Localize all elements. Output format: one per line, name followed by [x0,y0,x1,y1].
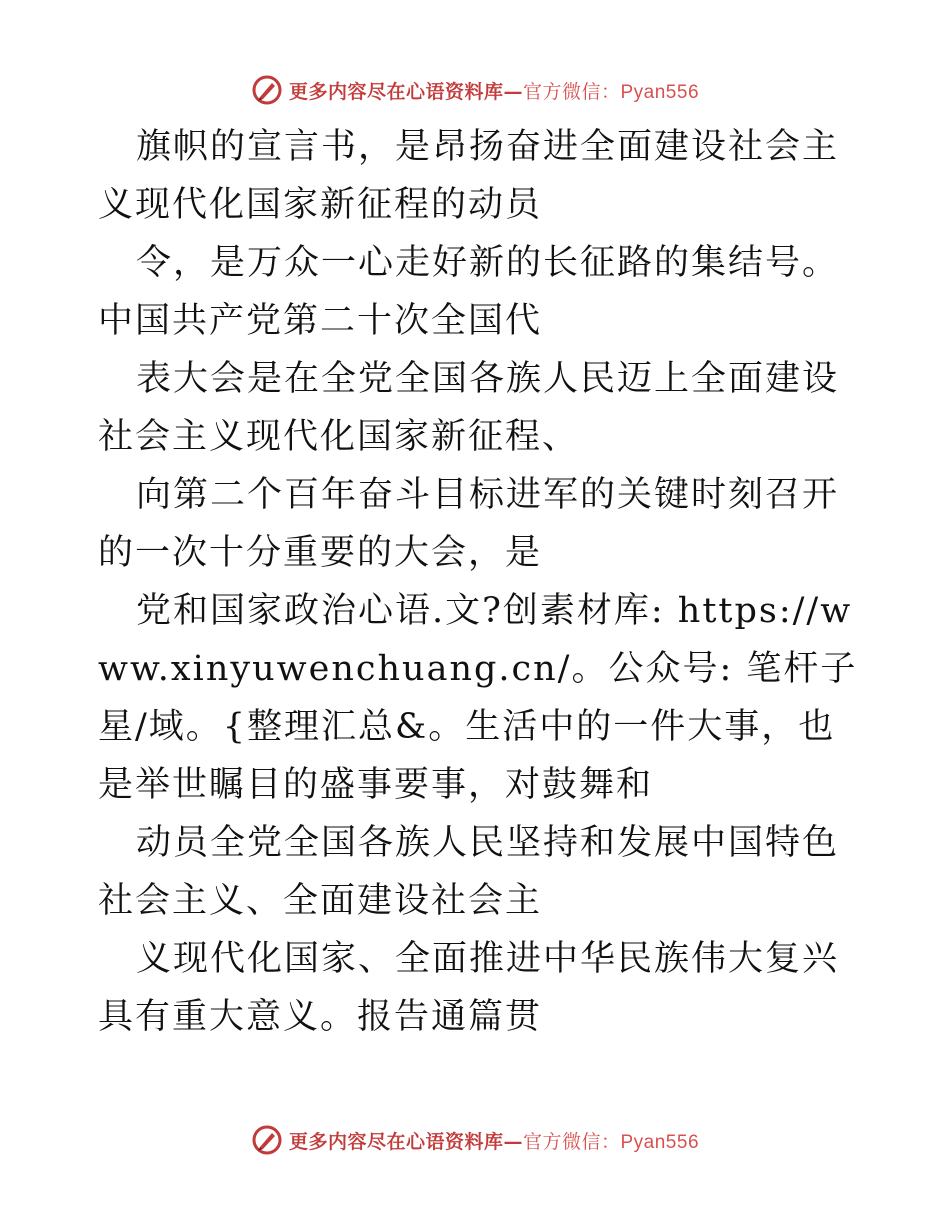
paragraph-3: 表大会是在全党全国各族人民迈上全面建设社会主义现代化国家新征程、 [98,359,840,457]
banner-wechat: 官方微信：Pyan556 [523,81,700,103]
paragraph-1: 旗帜的宣言书，是昂扬奋进全面建设社会主义现代化国家新征程的动员 [98,127,840,225]
banner-text [289,1127,699,1154]
paragraph-7: 义现代化国家、全面推进中华民族伟大复兴具有重大意义。报告通篇贯 [98,939,840,1037]
banner-text [289,77,699,104]
paragraph-2: 令，是万众一心走好新的长征路的集结号。中国共产党第二十次全国代 [98,243,840,341]
paragraph-4: 向第二个百年奋斗目标进军的关键时刻召开的一次十分重要的大会，是 [98,475,840,573]
header-banner [0,70,950,110]
pen-logo-icon [251,1124,283,1156]
banner-wechat: 官方微信：Pyan556 [523,1131,700,1153]
banner-title: 更多内容尽在心语资料库 [288,1130,504,1153]
document-body [98,118,858,1046]
paragraph-6: 动员全党全国各族人民坚持和发展中国特色社会主义、全面建设社会主 [98,823,840,921]
paragraph-5: 党和国家政治心语.文?创素材库: https://www.xinyuwenchuang.cn/。公众号: 笔杆子星/域。{整理汇总&。生活中的一件大事，也是举世瞩目的盛事要事，对鼓舞和 [98,591,858,805]
banner-separator: — [503,1130,523,1153]
footer-banner [0,1120,950,1160]
pen-logo-icon [251,74,283,106]
banner-title: 更多内容尽在心语资料库 [288,80,504,103]
banner-separator: — [503,80,523,103]
